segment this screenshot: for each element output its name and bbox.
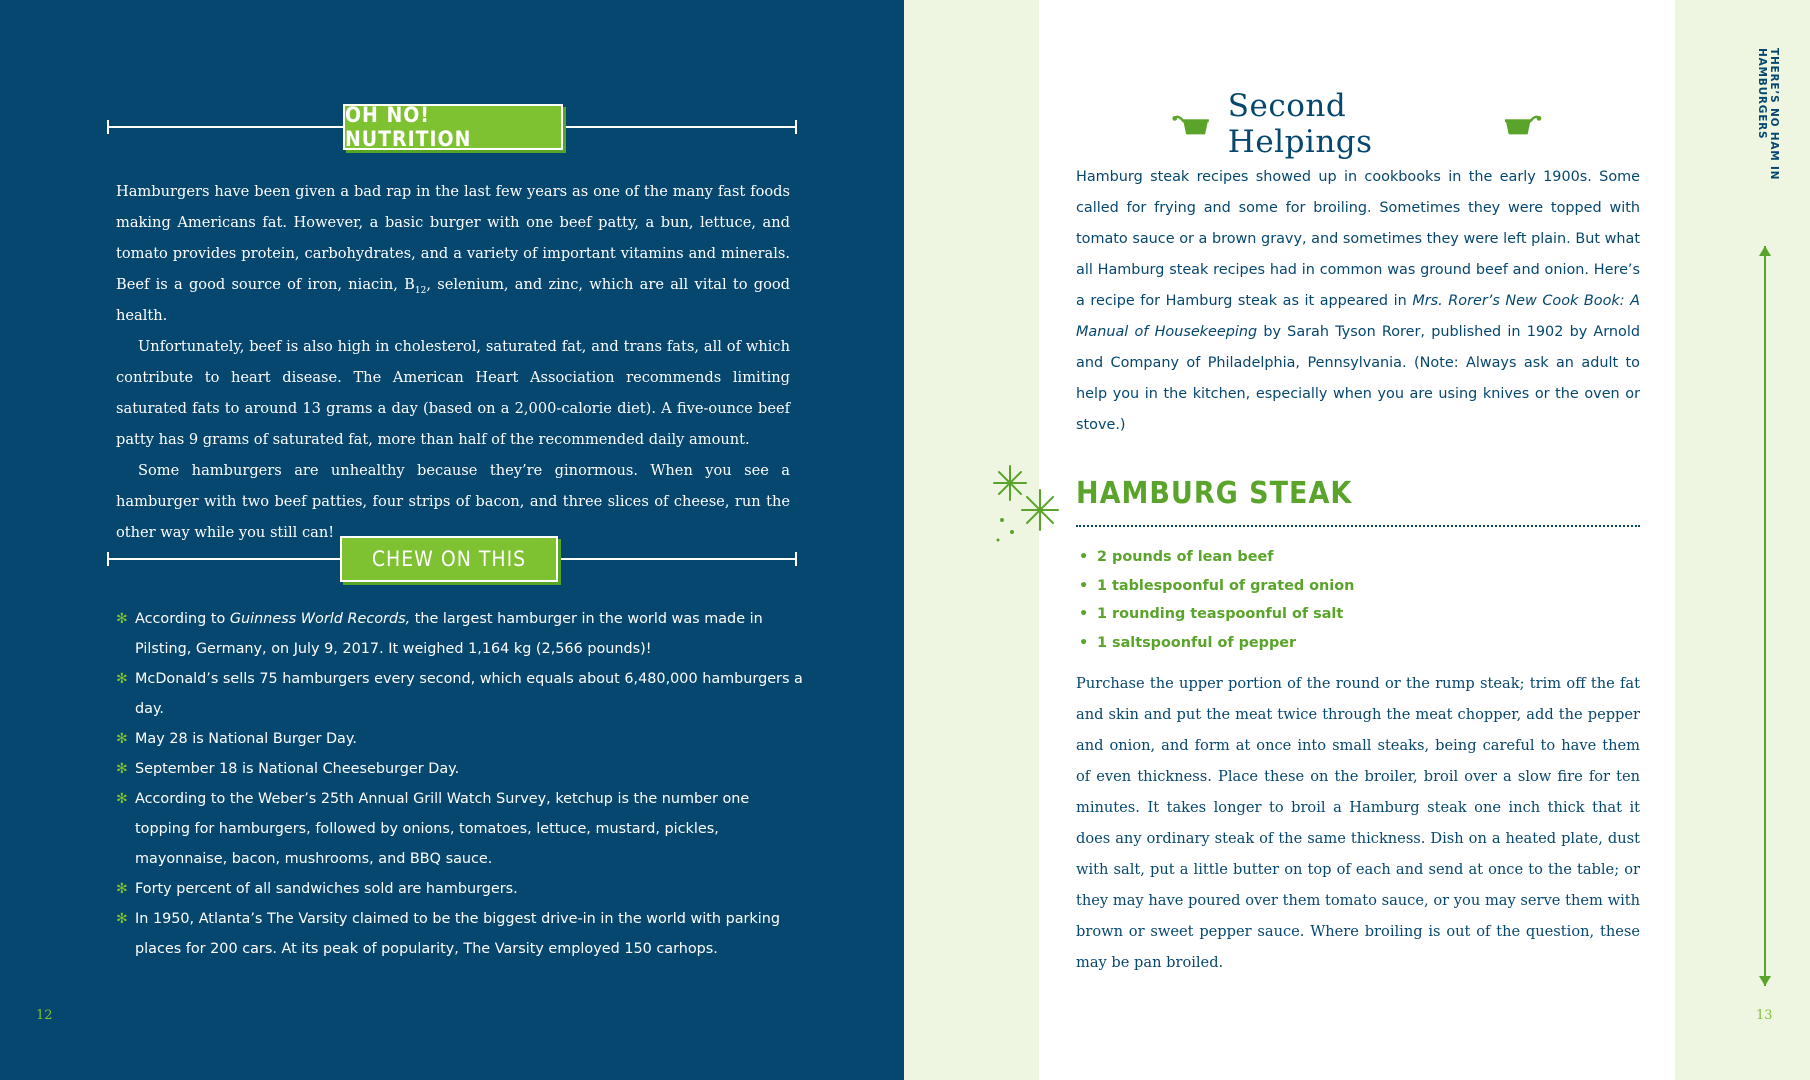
- page-number-right: 13: [1756, 1008, 1773, 1023]
- bullet-icon: •: [1079, 577, 1089, 594]
- left-page: [0, 0, 904, 1080]
- facts-list: [116, 604, 806, 964]
- intro-text: by Sarah Tyson Rorer, published in 1902 by Arnold and Company of Philadelphia, Pennsylvania. (Note: Always ask an adult to help you in the kitchen, especially when you are using knives or the oven or stove.): [1076, 324, 1640, 433]
- list-item: [116, 904, 806, 964]
- fact-text: May 28 is National Burger Day.: [135, 731, 357, 747]
- list-item: [116, 754, 806, 784]
- side-strip: [1675, 0, 1810, 1080]
- list-item: [1076, 600, 1354, 629]
- asterisk-bullet-icon: ✻: [116, 671, 128, 687]
- fact-text: According to: [135, 611, 230, 627]
- fact-text: September 18 is National Cheeseburger Day.: [135, 761, 460, 777]
- nutrition-text: [116, 176, 790, 548]
- fact-text: According to the Weber’s 25th Annual Grill Watch Survey, ketchup is the number one topping for hamburgers, followed by onions, tomatoes, lettuce, mustard, pickles, mayonnaise, bacon, mushrooms, and BBQ sauce.: [135, 791, 750, 867]
- list-item: [116, 664, 806, 724]
- chew-heading: CHEW ON THIS: [340, 536, 558, 582]
- ingredient-text: 1 tablespoonful of grated onion: [1097, 577, 1355, 594]
- intro-text: Hamburg steak recipes showed up in cookbooks in the early 1900s. Some called for frying and some for broiling. Sometimes they were topped with tomato sauce or a brown gravy, and sometimes they were left plain. But what all Hamburg steak recipes had in common was ground beef and onion. Here’s a recipe for Hamburg steak as it appeared in: [1076, 169, 1640, 309]
- fact-text: McDonald’s sells 75 hamburgers every second, which equals about 6,480,000 hamburgers a day.: [135, 671, 803, 717]
- second-helpings-header: [1172, 88, 1542, 160]
- book-title: Mrs. Rorer’s New Cook Book: A Manual of Housekeeping: [1076, 293, 1640, 340]
- list-item: [116, 874, 806, 904]
- section-title: Second Helpings: [1227, 88, 1373, 160]
- asterisk-bullet-icon: ✻: [116, 791, 128, 807]
- subscript: 12: [414, 285, 427, 296]
- saucepan-icon: [1172, 111, 1210, 137]
- asterisk-bullet-icon: ✻: [116, 761, 128, 777]
- fact-text: the largest hamburger in the world was made in Pilsting, Germany, on July 9, 2017. It weighed 1,164 kg (2,566 pounds)!: [135, 611, 763, 657]
- bullet-icon: •: [1079, 549, 1089, 565]
- bullet-icon: •: [1079, 606, 1089, 622]
- running-head: THERE’S NO HAM IN HAMBURGERS: [1756, 48, 1780, 181]
- list-item: [116, 724, 806, 754]
- paragraph-text: Hamburgers have been given a bad rap in the last few years as one of the many fast foods making Americans fat. However, a basic burger with one beef patty, a bun, lettuce, and tomato provides protein, carbohydrates, and a variety of important vitamins and minerals. Beef is a good source of iron, niacin, B: [116, 183, 790, 293]
- recipe-title: HAMBURG STEAK: [1076, 476, 1353, 511]
- nutrition-paragraph-3: Some hamburgers are unhealthy because they’re ginormous. When you see a hamburger with two beef patties, four strips of bacon, and three slices of cheese, run the other way while you still can!: [116, 462, 790, 541]
- running-head-arrow-line: [1764, 246, 1766, 986]
- saucepan-icon: [1504, 111, 1542, 137]
- ingredients-list: [1076, 543, 1354, 657]
- asterisk-bullet-icon: ✻: [116, 911, 128, 927]
- ingredient-text: 1 rounding teaspoonful of salt: [1097, 606, 1344, 622]
- nutrition-paragraph-1: [116, 176, 790, 331]
- list-item: [1076, 572, 1354, 601]
- nutrition-heading-rule: [107, 104, 797, 150]
- list-item: [1076, 543, 1354, 572]
- list-item: [116, 784, 806, 874]
- sparkle-icon: [990, 460, 1060, 550]
- list-item: [1076, 629, 1354, 658]
- nutrition-paragraph-2: Unfortunately, beef is also high in cholesterol, saturated fat, and trans fats, all of which contribute to heart disease. The American Heart Association recommends limiting saturated fats to around 13 grams a day (based on a 2,000-calorie diet). A five-ounce beef patty has 9 grams of saturated fat, more than half of the recommended daily amount.: [116, 338, 790, 448]
- fact-italic-text: Guinness World Records,: [229, 611, 411, 627]
- ingredient-text: 2 pounds of lean beef: [1097, 549, 1274, 565]
- fact-text: Forty percent of all sandwiches sold are hamburgers.: [135, 881, 518, 897]
- paragraph-text: , selenium, and zinc, which are all vital to good health.: [116, 276, 790, 324]
- dotted-divider: [1076, 525, 1640, 527]
- asterisk-bullet-icon: ✻: [116, 731, 128, 747]
- asterisk-bullet-icon: ✻: [116, 881, 128, 897]
- chew-heading-rule: [107, 536, 797, 582]
- ingredient-text: 1 saltspoonful of pepper: [1097, 634, 1297, 651]
- intro-paragraph: [1076, 162, 1640, 441]
- asterisk-bullet-icon: ✻: [116, 611, 128, 627]
- arrow-up-icon: [1759, 246, 1771, 256]
- recipe-method: Purchase the upper portion of the round or the rump steak; trim off the fat and skin and put the meat twice through the meat chopper, add the pepper and onion, and form at once into small steaks, being careful to have them of even thickness. Place these on the broiler, broil over a slow fire for ten minutes. It takes longer to broil a Hamburg steak one inch thick that it does any ordinary steak of the same thickness. Dish on a heated plate, dust with salt, put a little butter on top of each and send at once to the table; or they may have poured over them tomato sauce, or you may serve them with brown or sweet pepper sauce. Where broiling is out of the question, these may be pan broiled.: [1076, 675, 1640, 971]
- page-number-left: 12: [36, 1008, 53, 1023]
- arrow-down-icon: [1759, 976, 1771, 986]
- nutrition-heading: OH NO! NUTRITION: [343, 104, 563, 150]
- fact-text: In 1950, Atlanta’s The Varsity claimed to be the biggest drive-in in the world with parking places for 200 cars. At its peak of popularity, The Varsity employed 150 carhops.: [135, 911, 781, 957]
- list-item: [116, 604, 806, 664]
- bullet-icon: •: [1079, 634, 1089, 651]
